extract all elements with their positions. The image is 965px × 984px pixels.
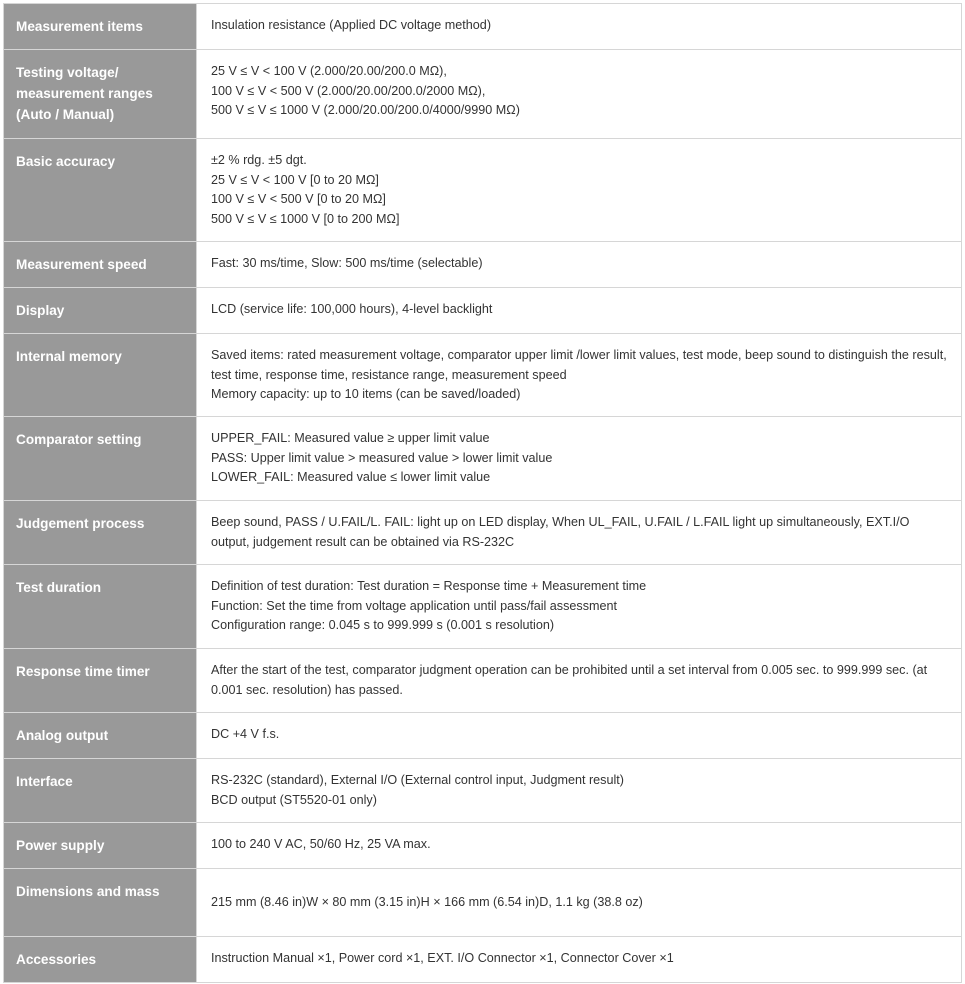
spec-value-line: ±2 % rdg. ±5 dgt. — [211, 153, 307, 167]
spec-value — [197, 139, 962, 242]
spec-value-line: DC +4 V f.s. — [211, 727, 280, 741]
spec-value-line: LCD (service life: 100,000 hours), 4-level backlight — [211, 302, 493, 316]
spec-value-line: Definition of test duration: Test duration = Response time + Measurement time — [211, 579, 647, 593]
spec-row — [4, 937, 962, 983]
spec-value-line: UPPER_FAIL: Measured value ≥ upper limit value — [211, 431, 490, 445]
spec-value-line: 100 to 240 V AC, 50/60 Hz, 25 VA max. — [211, 837, 431, 851]
spec-value-line: LOWER_FAIL: Measured value ≤ lower limit value — [211, 470, 491, 485]
spec-label: Test duration — [4, 565, 197, 649]
spec-row — [4, 869, 962, 937]
spec-value — [197, 823, 962, 869]
spec-value — [197, 288, 962, 334]
spec-value — [197, 417, 962, 501]
spec-label: Basic accuracy — [4, 139, 197, 242]
spec-value-line: 100 V ≤ V < 500 V (2.000/20.00/200.0/2000 MΩ), — [211, 83, 486, 98]
spec-value-line: Insulation resistance (Applied DC voltage method) — [211, 18, 492, 32]
spec-value-line: RS-232C (standard), External I/O (External control input, Judgment result) — [211, 773, 624, 787]
spec-label: Interface — [4, 759, 197, 823]
spec-value-line: 500 V ≤ V ≤ 1000 V (2.000/20.00/200.0/4000/9990 MΩ) — [211, 103, 520, 118]
spec-value — [197, 334, 962, 417]
spec-value — [197, 937, 962, 983]
spec-table — [3, 3, 962, 983]
spec-row — [4, 649, 962, 713]
spec-table-body — [4, 4, 962, 983]
spec-value — [197, 242, 962, 288]
spec-row — [4, 565, 962, 649]
spec-row — [4, 334, 962, 417]
spec-label: Power supply — [4, 823, 197, 869]
spec-label: Judgement process — [4, 501, 197, 565]
spec-row — [4, 417, 962, 501]
spec-label: Testing voltage/ measurement ranges (Auto / Manual) — [4, 50, 197, 139]
spec-label: Measurement speed — [4, 242, 197, 288]
spec-row — [4, 4, 962, 50]
spec-label: Comparator setting — [4, 417, 197, 501]
spec-value-line: 25 V ≤ V < 100 V [0 to 20 MΩ] — [211, 172, 379, 187]
spec-label: Internal memory — [4, 334, 197, 417]
spec-row — [4, 501, 962, 565]
spec-label: Display — [4, 288, 197, 334]
spec-value — [197, 565, 962, 649]
spec-value-line: Function: Set the time from voltage application until pass/fail assessment — [211, 598, 618, 613]
spec-row — [4, 288, 962, 334]
spec-value — [197, 50, 962, 139]
spec-value-line: Instruction Manual ×1, Power cord ×1, EXT. I/O Connector ×1, Connector Cover ×1 — [211, 951, 674, 965]
spec-value — [197, 759, 962, 823]
spec-row — [4, 50, 962, 139]
spec-row — [4, 713, 962, 759]
spec-label: Response time timer — [4, 649, 197, 713]
spec-label: Analog output — [4, 713, 197, 759]
spec-label: Measurement items — [4, 4, 197, 50]
spec-value — [197, 4, 962, 50]
spec-value-line: After the start of the test, comparator judgment operation can be prohibited until a set interval from 0.005 sec. to 999.999 sec. (at 0.001 sec. resolution) has passed. — [211, 663, 928, 697]
spec-value-line: Beep sound, PASS / U.FAIL/L. FAIL: light up on LED display, When UL_FAIL, U.FAIL / L.FAIL light up simultaneously, EXT.I/O output, judgement result can be obtained via RS-232C — [211, 515, 910, 549]
spec-value-line: 25 V ≤ V < 100 V (2.000/20.00/200.0 MΩ), — [211, 64, 447, 78]
spec-value — [197, 501, 962, 565]
spec-row — [4, 823, 962, 869]
spec-value-line: Memory capacity: up to 10 items (can be saved/loaded) — [211, 387, 521, 402]
spec-value — [197, 713, 962, 759]
spec-value-line: Fast: 30 ms/time, Slow: 500 ms/time (selectable) — [211, 256, 483, 270]
spec-row — [4, 759, 962, 823]
spec-value-line: PASS: Upper limit value > measured value > lower limit value — [211, 450, 553, 465]
spec-value-line: Saved items: rated measurement voltage, comparator upper limit /lower limit values, test mode, beep sound to distinguish the result, test time, response time, resistance range, measurement speed — [211, 348, 947, 382]
spec-row — [4, 139, 962, 242]
spec-label: Dimensions and mass — [4, 869, 197, 937]
spec-value-line: 100 V ≤ V < 500 V [0 to 20 MΩ] — [211, 192, 386, 207]
spec-label: Accessories — [4, 937, 197, 983]
spec-value — [197, 649, 962, 713]
spec-value-line: 500 V ≤ V ≤ 1000 V [0 to 200 MΩ] — [211, 211, 400, 226]
spec-value — [197, 869, 962, 937]
spec-row — [4, 242, 962, 288]
spec-value-line: BCD output (ST5520-01 only) — [211, 792, 377, 807]
spec-value-line: Configuration range: 0.045 s to 999.999 s (0.001 s resolution) — [211, 618, 555, 633]
spec-value-line: 215 mm (8.46 in)W × 80 mm (3.15 in)H × 166 mm (6.54 in)D, 1.1 kg (38.8 oz) — [211, 894, 643, 909]
